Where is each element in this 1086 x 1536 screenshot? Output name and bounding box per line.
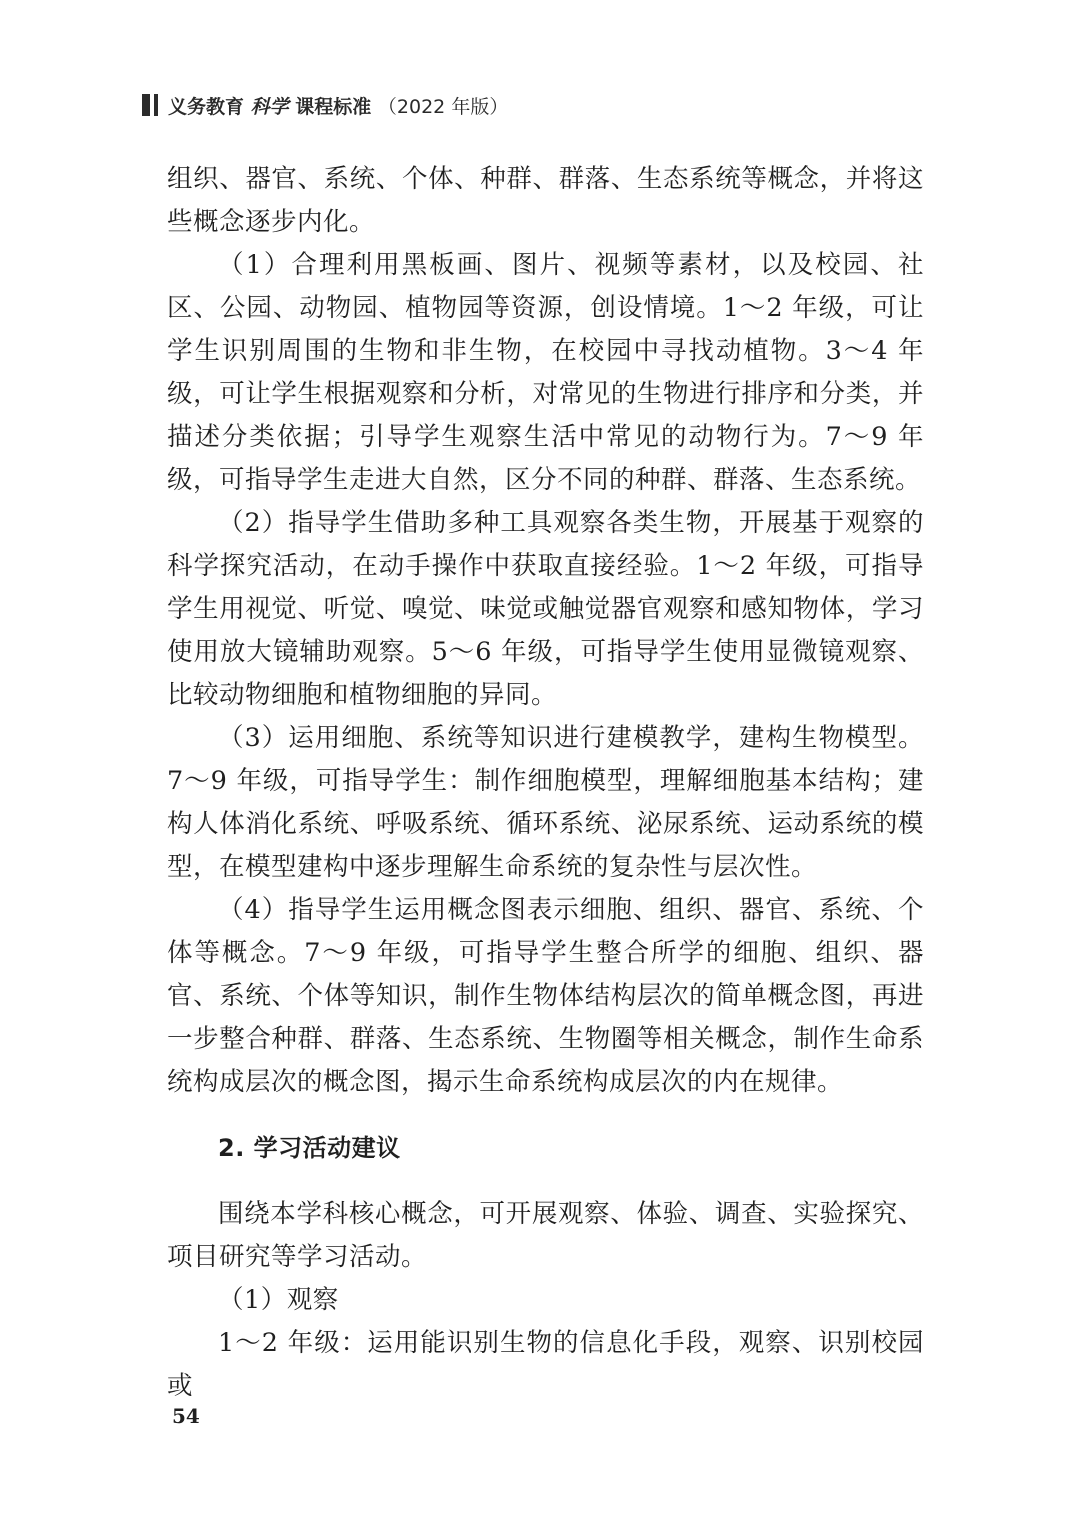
header-bar-thick xyxy=(142,94,150,116)
header-bar-thin xyxy=(154,94,158,116)
paragraph-item-3: （3）运用细胞、系统等知识进行建模教学，建构生物模型。7～9 年级，可指导学生：制作细胞模型，理解细胞基本结构；建构人体消化系统、呼吸系统、循环系统、泌尿系统、运动系统的模型，在模型建构中逐步理解生命系统的复杂性与层次性。 xyxy=(167,723,924,882)
page-number: 54 xyxy=(172,1404,200,1428)
paragraph-continuation: 组织、器官、系统、个体、种群、群落、生态系统等概念，并将这些概念逐步内化。 xyxy=(167,164,924,237)
book-title xyxy=(168,92,508,119)
running-header xyxy=(142,90,508,120)
header-bar-marks xyxy=(142,94,158,116)
paragraph-item-2: （2）指导学生借助多种工具观察各类生物，开展基于观察的科学探究活动，在动手操作中获取直接经验。1～2 年级，可指导学生用视觉、听觉、嗅觉、味觉或触觉器官观察和感知物体，学习使用放大镜辅助观察。5～6 年级，可指导学生使用显微镜观察、比较动物细胞和植物细胞的异同。 xyxy=(167,508,924,710)
book-title-part1: 义务教育 xyxy=(168,95,245,118)
book-title-subject: 科学 xyxy=(250,95,289,118)
section-heading: 2. 学习活动建议 xyxy=(218,1134,401,1162)
paragraph-item-1: （1）合理利用黑板画、图片、视频等素材，以及校园、社区、公园、动物园、植物园等资源，创设情境。1～2 年级，可让学生识别周围的生物和非生物，在校园中寻找动植物。3～4 年级，可让学生根据观察和分析，对常见的生物进行排序和分类，并描述分类依据；引导学生观察生活中常见的动物行为。7～9 年级，可指导学生走进大自然，区分不同的种群、群落、生态系统。 xyxy=(167,250,924,495)
sub-heading-observation: （1）观察 xyxy=(218,1285,339,1315)
paragraph-item-4: （4）指导学生运用概念图表示细胞、组织、器官、系统、个体等概念。7～9 年级，可指导学生整合所学的细胞、组织、器官、系统、个体等知识，制作生物体结构层次的简单概念图，再进一步整合种群、群落、生态系统、生物圈等相关概念，制作生命系统构成层次的概念图，揭示生命系统构成层次的内在规律。 xyxy=(167,895,924,1097)
section-intro: 围绕本学科核心概念，可开展观察、体验、调查、实验探究、项目研究等学习活动。 xyxy=(167,1199,924,1272)
paragraph-grade-1-2: 1～2 年级：运用能识别生物的信息化手段，观察、识别校园或 xyxy=(167,1328,924,1401)
book-edition: （2022 年版） xyxy=(377,95,509,118)
book-title-part3: 课程标准 xyxy=(295,95,372,118)
page-body xyxy=(167,158,924,1408)
